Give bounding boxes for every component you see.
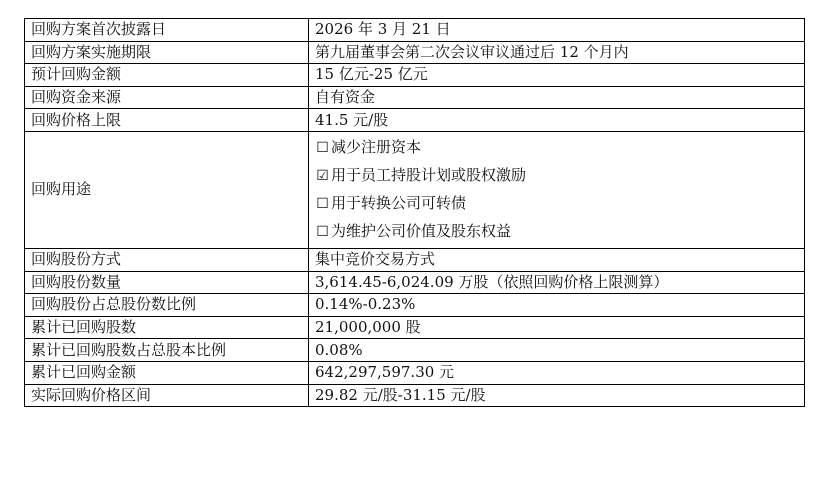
checkbox-unchecked-icon: ☐ xyxy=(316,223,329,240)
row-label: 累计已回购金额 xyxy=(25,361,309,384)
purpose-options xyxy=(309,131,805,248)
row-label: 实际回购价格区间 xyxy=(25,384,309,407)
row-label: 回购用途 xyxy=(25,131,309,248)
row-value: 0.08% xyxy=(309,339,805,362)
row-purpose xyxy=(25,131,805,248)
purpose-option-reduce-capital xyxy=(315,134,798,162)
row-share-ratio xyxy=(25,294,805,317)
row-label: 累计已回购股数占总股本比例 xyxy=(25,339,309,362)
row-value: 3,614.45-6,024.09 万股（依照回购价格上限测算） xyxy=(309,271,805,294)
purpose-option-employee-incentive xyxy=(315,162,798,190)
row-value: 41.5 元/股 xyxy=(309,109,805,132)
row-label: 回购股份数量 xyxy=(25,271,309,294)
buyback-summary-sheet xyxy=(24,18,805,407)
row-value: 2026 年 3 月 21 日 xyxy=(309,19,805,42)
purpose-option-label: 为维护公司价值及股东权益 xyxy=(331,222,512,241)
row-value: 0.14%-0.23% xyxy=(309,294,805,317)
row-value: 自有资金 xyxy=(309,86,805,109)
row-cumulative-ratio xyxy=(25,339,805,362)
purpose-option-label: 减少注册资本 xyxy=(331,138,422,157)
row-value: 21,000,000 股 xyxy=(309,316,805,339)
row-label: 回购股份方式 xyxy=(25,248,309,271)
row-buyback-method xyxy=(25,248,805,271)
row-value: 第九届董事会第二次会议审议通过后 12 个月内 xyxy=(309,41,805,64)
row-share-quantity xyxy=(25,271,805,294)
row-label: 预计回购金额 xyxy=(25,64,309,87)
row-price-cap xyxy=(25,109,805,132)
purpose-option-label: 用于员工持股计划或股权激励 xyxy=(331,166,527,185)
row-label: 回购方案首次披露日 xyxy=(25,19,309,42)
row-label: 累计已回购股数 xyxy=(25,316,309,339)
row-label: 回购价格上限 xyxy=(25,109,309,132)
checkbox-checked-icon: ☑ xyxy=(316,167,329,184)
row-fund-source xyxy=(25,86,805,109)
buyback-summary-table xyxy=(24,18,805,407)
checkbox-unchecked-icon: ☐ xyxy=(316,139,329,156)
row-value: 29.82 元/股-31.15 元/股 xyxy=(309,384,805,407)
row-disclosure-date xyxy=(25,19,805,42)
row-label: 回购方案实施期限 xyxy=(25,41,309,64)
row-cumulative-shares xyxy=(25,316,805,339)
row-expected-amount xyxy=(25,64,805,87)
purpose-option-label: 用于转换公司可转债 xyxy=(331,194,467,213)
row-implementation-period xyxy=(25,41,805,64)
row-cumulative-amount xyxy=(25,361,805,384)
row-value: 集中竞价交易方式 xyxy=(309,248,805,271)
purpose-option-shareholder-value xyxy=(315,218,798,246)
row-actual-price-range xyxy=(25,384,805,407)
row-label: 回购股份占总股份数比例 xyxy=(25,294,309,317)
row-label: 回购资金来源 xyxy=(25,86,309,109)
checkbox-unchecked-icon: ☐ xyxy=(316,195,329,212)
row-value: 15 亿元-25 亿元 xyxy=(309,64,805,87)
row-value: 642,297,597.30 元 xyxy=(309,361,805,384)
purpose-option-convertible-bond xyxy=(315,190,798,218)
